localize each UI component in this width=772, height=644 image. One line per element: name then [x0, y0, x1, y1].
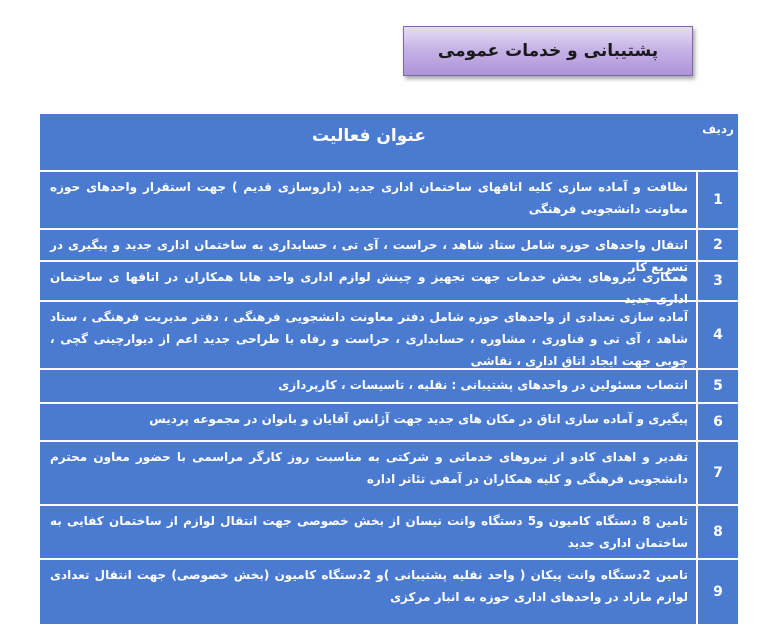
- table-row: [40, 558, 738, 624]
- table-row: [40, 368, 738, 402]
- row-text: تامین 2دستگاه وانت پیکان ( واحد نقلیه پشتیبانی )و 2دستگاه کامیون (بخش خصوصی) جهت انتقال تعدادی لوازم مازاد در واحدهای اداری حوزه به انبار مرکزی: [40, 560, 698, 624]
- row-text: آماده سازی تعدادی از واحدهای حوزه شامل دفتر معاونت دانشجویی فرهنگی ، دفتر مدیریت فرهنگی ، ستاد شاهد ، آی تی و فناوری ، مشاوره ، حسابداری ، حراست و رفاه با طراحی جدید اعم از دیوارچینی گچی ، چوبی جهت ایجاد اتاق اداری ، نقاشی: [40, 302, 698, 368]
- row-index: 8: [713, 524, 723, 540]
- row-text: تقدیر و اهدای کادو از نیروهای خدماتی و شرکتی به مناسبت روز کارگر مراسمی با حضور معاون محترم دانشجویی فرهنگی و کلیه همکاران در آمفی تئاتر اداره: [40, 442, 698, 504]
- table-row: [40, 300, 738, 368]
- row-index: 6: [713, 414, 723, 430]
- row-index: 4: [713, 327, 723, 343]
- row-index: 9: [713, 584, 723, 600]
- table-row: [40, 440, 738, 504]
- activities-table: [40, 114, 738, 624]
- page-title: پشتیبانی و خدمات عمومی: [437, 41, 659, 61]
- table-row: [40, 228, 738, 274]
- row-text: تامین 8 دستگاه کامیون و5 دستگاه وانت نیسان از بخش خصوصی جهت انتقال لوازم از ساختمان کفایی به ساختمان اداری جدید: [40, 506, 698, 558]
- row-text: انتصاب مسئولین در واحدهای پشتیبانی : نقلیه ، تاسیسات ، کارپردازی: [40, 370, 698, 402]
- row-index: 5: [713, 378, 723, 394]
- page-title-box: [403, 26, 693, 76]
- row-text: نظافت و آماده سازی کلیه اتاقهای ساختمان اداری جدید (داروسازی قدیم ) جهت استقرار واحدهای حوزه معاونت دانشجویی فرهنگی: [40, 172, 698, 228]
- row-text: انتقال واحدهای حوزه شامل ستاد شاهد ، حراست ، آی تی ، حسابداری به ساختمان اداری جدید و پیگیری در تسریع کار: [40, 230, 698, 260]
- column-header-index: ردیف: [702, 122, 734, 136]
- table-row: [40, 504, 738, 558]
- table-header: [40, 114, 738, 170]
- row-index: 1: [713, 192, 723, 208]
- table-row: [40, 260, 738, 306]
- table-row: [40, 402, 738, 440]
- row-text: پیگیری و آماده سازی اتاق در مکان های جدید جهت آژانس آقایان و بانوان در مجموعه پردیس: [40, 404, 698, 440]
- table-row: [40, 170, 738, 228]
- row-index: 3: [713, 273, 723, 289]
- row-index: 2: [713, 237, 723, 253]
- column-header-title: عنوان فعالیت: [312, 126, 426, 146]
- row-index: 7: [713, 465, 723, 481]
- row-text: همکاری نیروهای بخش خدمات جهت تجهیز و چینش لوازم اداری واحد هابا همکاران در اتاقها ی ساختمان اداری جدید: [40, 262, 698, 300]
